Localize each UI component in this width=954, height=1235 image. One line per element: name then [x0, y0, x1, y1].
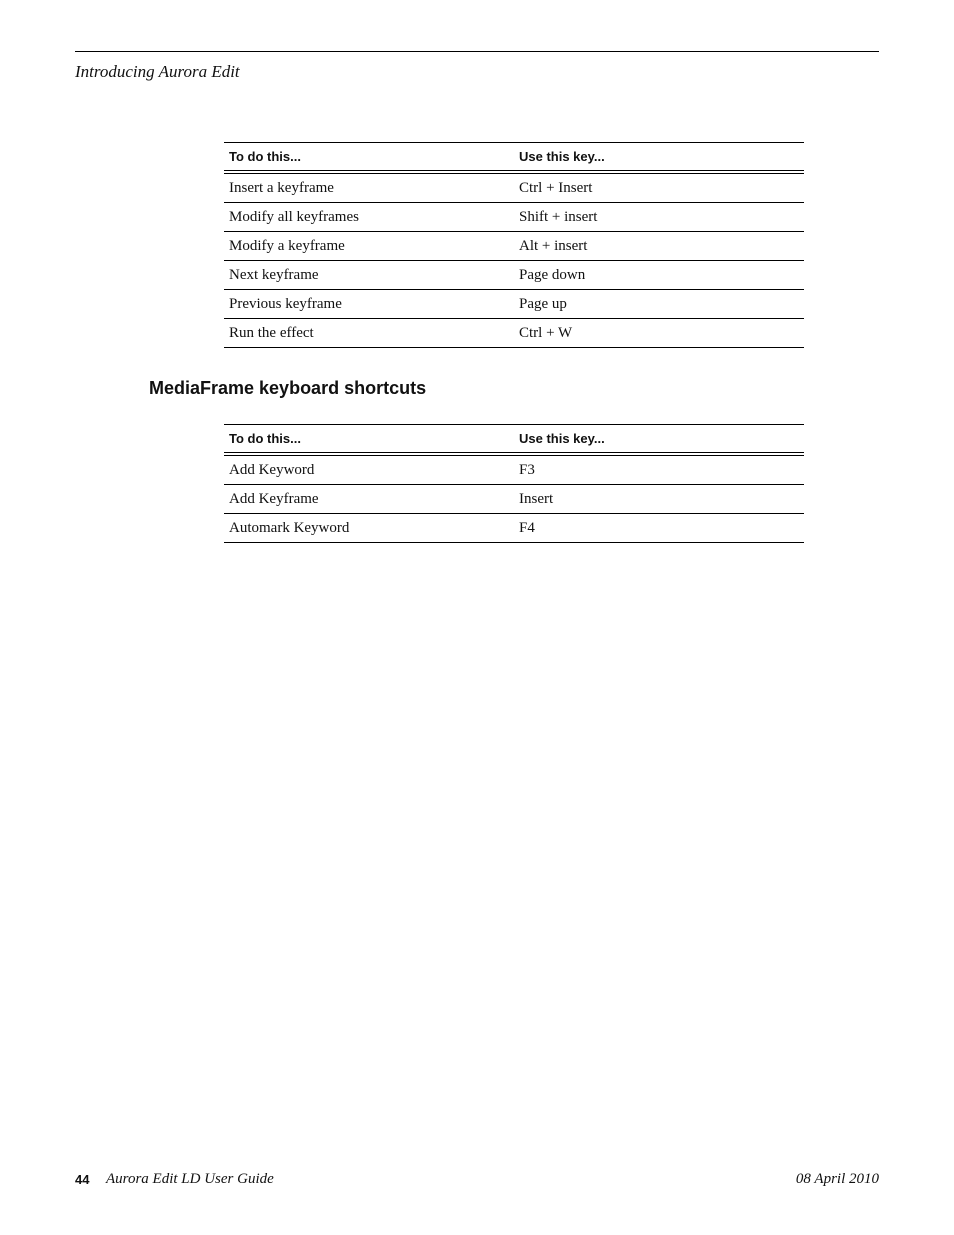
- key-cell: Ctrl + Insert: [519, 179, 593, 196]
- table-row: [224, 319, 804, 348]
- action-cell: Insert a keyframe: [229, 179, 334, 196]
- action-cell: Run the effect: [229, 324, 314, 341]
- page-number: 44: [75, 1172, 90, 1187]
- action-cell: Previous keyframe: [229, 295, 342, 312]
- key-cell: Ctrl + W: [519, 324, 573, 341]
- table-header-row: [224, 142, 804, 174]
- table-row: [224, 232, 804, 261]
- table-row: [224, 203, 804, 232]
- key-cell: Shift + insert: [519, 208, 598, 225]
- action-cell: Modify all keyframes: [229, 208, 359, 225]
- action-cell: Automark Keyword: [229, 519, 350, 536]
- action-cell: Next keyframe: [229, 266, 319, 283]
- table-row: [224, 514, 804, 543]
- action-cell: Modify a keyframe: [229, 237, 345, 254]
- key-cell: Page up: [519, 295, 567, 312]
- key-cell: Insert: [519, 490, 554, 507]
- running-header: Introducing Aurora Edit: [75, 62, 240, 81]
- key-cell: Page down: [519, 266, 586, 283]
- mediaframe-shortcuts-table: [224, 424, 804, 543]
- table-row: [224, 261, 804, 290]
- header-rule: [75, 51, 879, 52]
- table-row: [224, 485, 804, 514]
- action-cell: Add Keyframe: [229, 490, 319, 507]
- table-row: [224, 290, 804, 319]
- key-cell: F4: [519, 519, 535, 536]
- key-cell: Alt + insert: [519, 237, 588, 254]
- column-header-action: To do this...: [229, 149, 301, 164]
- table-row: [224, 174, 804, 203]
- column-header-action: To do this...: [229, 431, 301, 446]
- section-heading: MediaFrame keyboard shortcuts: [149, 378, 427, 398]
- column-header-key: Use this key...: [519, 149, 605, 164]
- publication-date: 08 April 2010: [795, 1171, 879, 1187]
- key-cell: F3: [519, 461, 535, 478]
- table-header-row: [224, 424, 804, 456]
- guide-title: Aurora Edit LD User Guide: [106, 1171, 274, 1187]
- keyframe-shortcuts-table: [224, 142, 804, 348]
- action-cell: Add Keyword: [229, 461, 315, 478]
- table-row: [224, 456, 804, 485]
- column-header-key: Use this key...: [519, 431, 605, 446]
